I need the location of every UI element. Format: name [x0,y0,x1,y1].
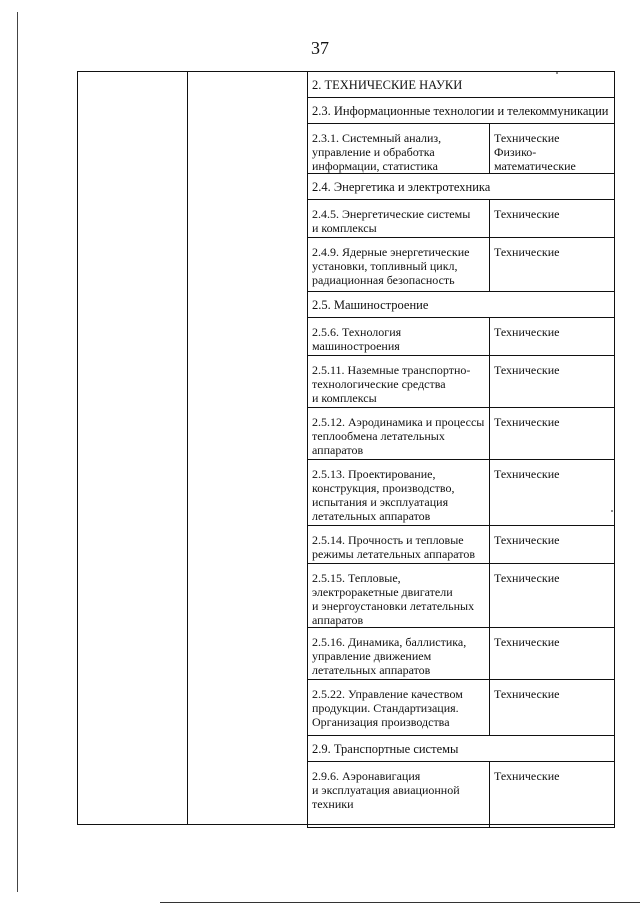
specialty-row [308,564,614,628]
specialty-name-line: и комплексы [312,391,377,405]
specialty-row [308,238,614,292]
science-category-line: Технические [494,769,560,783]
table-left-border [77,71,78,825]
science-category [490,628,614,679]
specialty-name-line: летательных аппаратов [312,663,431,677]
specialty-name-line: информации, статистика [312,159,438,173]
specialty-row [308,460,614,526]
specialty-name-line: техники [312,797,354,811]
specialty-name [308,200,490,237]
science-category-line: Физико- [494,145,537,159]
specialty-name-line: 2.4.9. Ядерные энергетические [312,245,470,259]
specialty-row [308,526,614,564]
specialty-name [308,680,490,735]
section-heading: 2. ТЕХНИЧЕСКИЕ НАУКИ [308,72,614,98]
specialty-name [308,628,490,679]
specialty-name-line: продукции. Стандартизация. [312,701,459,715]
specialty-name-line: 2.5.6. Технология [312,325,402,339]
science-category [490,460,614,525]
section-group-title: 2.4. Энергетика и электротехника [308,174,614,200]
specialty-name-line: теплообмена летательных [312,429,445,443]
specialty-row [308,628,614,680]
specialty-name-line: и комплексы [312,221,377,235]
specialty-name [308,762,490,827]
specialty-name-line: 2.4.5. Энергетические системы [312,207,471,221]
specialty-row [308,200,614,238]
specialty-name-line: аппаратов [312,443,364,457]
science-category-line: Технические [494,635,560,649]
section-group-title: 2.5. Машиностроение [308,292,614,318]
specialty-row [308,356,614,408]
section-group-title: 2.9. Транспортные системы [308,736,614,762]
science-category-line: Технические [494,325,560,339]
specialty-name [308,460,490,525]
science-category [490,408,614,459]
page-bottom-edge-line [160,902,640,903]
specialty-name-line: 2.5.14. Прочность и тепловые [312,533,464,547]
science-category-line: Технические [494,363,560,377]
specialty-name-line: радиационная безопасность [312,273,455,287]
specialty-name-line: 2.5.12. Аэродинамика и процессы [312,415,485,429]
specialty-name-line: Организация производства [312,715,450,729]
specialty-name-line: управление движением [312,649,432,663]
science-category-line: Технические [494,571,560,585]
science-category-line: Технические [494,687,560,701]
specialty-row [308,318,614,356]
specialty-name-line: конструкция, производство, [312,481,455,495]
specialty-row [308,762,614,828]
specialty-name [308,526,490,563]
science-category-line: Технические [494,467,560,481]
science-category-line: Технические [494,245,560,259]
specialty-name-line: электроракетные двигатели [312,585,453,599]
specialty-name-line: установки, топливный цикл, [312,259,458,273]
specialty-name-line: технологические средства [312,377,446,391]
science-category-line: Технические [494,207,560,221]
specialty-name-line: 2.5.15. Тепловые, [312,571,401,585]
specialty-name-line: испытания и эксплуатация [312,495,449,509]
specialty-name-line: управление и обработка [312,145,435,159]
specialty-row [308,408,614,460]
specialty-row [308,124,614,174]
specialty-name-line: 2.3.1. Системный анализ, [312,131,442,145]
specialty-name-line: летательных аппаратов [312,509,431,523]
specialty-row [308,680,614,736]
science-category-line: Технические [494,533,560,547]
specialty-name-line: и эксплуатация авиационной [312,783,460,797]
science-sections-table [307,71,615,828]
specialty-name-line: и энергоустановки летательных [312,599,475,613]
science-category-line: Технические [494,415,560,429]
science-category-line: Технические [494,131,560,145]
table-column-divider [187,71,188,825]
section-group-title: 2.3. Информационные технологии и телекоммуникации [308,98,614,124]
specialty-name-line: 2.9.6. Аэронавигация [312,769,421,783]
specialty-name-line: машиностроения [312,339,400,353]
page-left-edge-line [17,12,18,892]
specialty-name-line: 2.5.16. Динамика, баллистика, [312,635,467,649]
specialty-name-line: аппаратов [312,613,364,627]
table-top-border [77,71,307,72]
science-category [490,564,614,627]
specialty-name [308,124,490,173]
science-category [490,762,614,827]
specialty-name [308,408,490,459]
science-category [490,680,614,735]
science-category [490,356,614,407]
specialty-name [308,564,490,627]
specialty-name-line: 2.5.22. Управление качеством [312,687,463,701]
science-category-line: математические [494,159,576,173]
specialty-name [308,356,490,407]
specialty-name-line: 2.5.13. Проектирование, [312,467,436,481]
science-category [490,200,614,237]
specialty-name [308,318,490,355]
specialty-name [308,238,490,291]
science-category [490,238,614,291]
specialty-name-line: режимы летательных аппаратов [312,547,476,561]
page-number: 37 [311,38,329,58]
science-category [490,124,614,173]
science-category [490,526,614,563]
specialty-name-line: 2.5.11. Наземные транспортно- [312,363,471,377]
science-category [490,318,614,355]
